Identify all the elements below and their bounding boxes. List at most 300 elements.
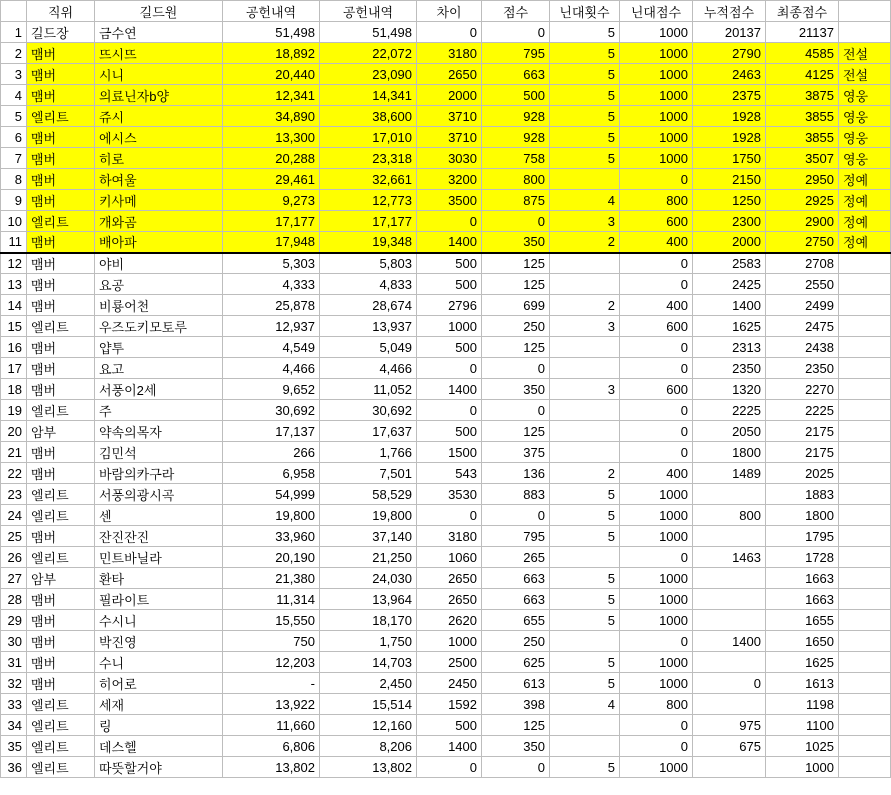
row-number[interactable]: 5 [1, 106, 27, 127]
cell-rank[interactable]: 길드장 [27, 22, 95, 43]
cell-final-score[interactable]: 1728 [766, 547, 839, 568]
cell-final-score[interactable]: 1663 [766, 589, 839, 610]
cell-contribution-after[interactable]: 4,833 [320, 274, 417, 295]
cell-score[interactable]: 125 [482, 337, 550, 358]
cell-tier-badge[interactable] [839, 400, 891, 421]
cell-contribution-after[interactable]: 2,450 [320, 673, 417, 694]
row-number[interactable]: 10 [1, 211, 27, 232]
cell-final-score[interactable]: 2438 [766, 337, 839, 358]
cell-score[interactable]: 125 [482, 274, 550, 295]
cell-difference[interactable]: 500 [417, 715, 482, 736]
cell-difference[interactable]: 1400 [417, 736, 482, 757]
cell-contribution-before[interactable]: 9,652 [223, 379, 320, 400]
cell-raid-points[interactable]: 1000 [620, 64, 693, 85]
cell-contribution-after[interactable]: 37,140 [320, 526, 417, 547]
cell-difference[interactable]: 3710 [417, 127, 482, 148]
cell-member-name[interactable]: 하여울 [95, 169, 223, 190]
cell-accumulated[interactable]: 1463 [693, 547, 766, 568]
cell-score[interactable]: 795 [482, 43, 550, 64]
cell-raid-count[interactable]: 3 [550, 316, 620, 337]
cell-difference[interactable]: 3200 [417, 169, 482, 190]
cell-accumulated[interactable]: 2583 [693, 253, 766, 274]
cell-accumulated[interactable]: 0 [693, 673, 766, 694]
cell-difference[interactable]: 3030 [417, 148, 482, 169]
cell-accumulated[interactable]: 1400 [693, 631, 766, 652]
cell-contribution-before[interactable]: 20,288 [223, 148, 320, 169]
cell-difference[interactable]: 1500 [417, 442, 482, 463]
cell-contribution-after[interactable]: 23,318 [320, 148, 417, 169]
cell-raid-count[interactable]: 5 [550, 106, 620, 127]
cell-raid-points[interactable]: 0 [620, 736, 693, 757]
cell-contribution-before[interactable]: 17,177 [223, 211, 320, 232]
cell-score[interactable]: 663 [482, 64, 550, 85]
cell-final-score[interactable]: 1198 [766, 694, 839, 715]
cell-difference[interactable]: 500 [417, 421, 482, 442]
table-row[interactable] [1, 736, 891, 757]
cell-contribution-before[interactable]: 25,878 [223, 295, 320, 316]
cell-contribution-before[interactable]: 21,380 [223, 568, 320, 589]
row-number[interactable]: 30 [1, 631, 27, 652]
cell-contribution-before[interactable]: 17,948 [223, 232, 320, 253]
table-row[interactable] [1, 169, 891, 190]
cell-raid-count[interactable]: 2 [550, 295, 620, 316]
table-row[interactable] [1, 43, 891, 64]
cell-final-score[interactable]: 2499 [766, 295, 839, 316]
table-row[interactable] [1, 64, 891, 85]
cell-score[interactable]: 758 [482, 148, 550, 169]
cell-tier-badge[interactable] [839, 526, 891, 547]
table-row[interactable] [1, 106, 891, 127]
cell-contribution-before[interactable]: 15,550 [223, 610, 320, 631]
cell-accumulated[interactable]: 2313 [693, 337, 766, 358]
cell-raid-points[interactable]: 400 [620, 232, 693, 253]
cell-rank[interactable]: 엘리트 [27, 736, 95, 757]
cell-raid-points[interactable]: 400 [620, 295, 693, 316]
cell-final-score[interactable]: 1613 [766, 673, 839, 694]
cell-tier-badge[interactable]: 영웅 [839, 85, 891, 106]
cell-contribution-before[interactable]: 6,958 [223, 463, 320, 484]
cell-final-score[interactable]: 2900 [766, 211, 839, 232]
table-row[interactable] [1, 568, 891, 589]
cell-raid-points[interactable]: 1000 [620, 127, 693, 148]
cell-final-score[interactable]: 2475 [766, 316, 839, 337]
cell-member-name[interactable]: 에시스 [95, 127, 223, 148]
cell-final-score[interactable]: 1795 [766, 526, 839, 547]
cell-difference[interactable]: 1060 [417, 547, 482, 568]
cell-raid-points[interactable]: 1000 [620, 610, 693, 631]
cell-member-name[interactable]: 시니 [95, 64, 223, 85]
cell-difference[interactable]: 3500 [417, 190, 482, 211]
cell-accumulated[interactable]: 2225 [693, 400, 766, 421]
cell-difference[interactable]: 2620 [417, 610, 482, 631]
table-row[interactable] [1, 484, 891, 505]
table-row[interactable] [1, 652, 891, 673]
cell-rank[interactable]: 엘리트 [27, 547, 95, 568]
cell-accumulated[interactable] [693, 568, 766, 589]
cell-final-score[interactable]: 2025 [766, 463, 839, 484]
row-number[interactable]: 27 [1, 568, 27, 589]
cell-member-name[interactable]: 비룡어천 [95, 295, 223, 316]
cell-accumulated[interactable]: 2000 [693, 232, 766, 253]
cell-raid-points[interactable]: 600 [620, 316, 693, 337]
cell-difference[interactable]: 0 [417, 211, 482, 232]
cell-rank[interactable]: 암부 [27, 568, 95, 589]
cell-contribution-after[interactable]: 18,170 [320, 610, 417, 631]
cell-contribution-before[interactable]: 20,190 [223, 547, 320, 568]
cell-score[interactable]: 928 [482, 106, 550, 127]
column-header-difference[interactable]: 차이 [417, 1, 482, 22]
table-row[interactable] [1, 232, 891, 253]
cell-tier-badge[interactable] [839, 379, 891, 400]
row-number[interactable]: 9 [1, 190, 27, 211]
cell-contribution-before[interactable]: - [223, 673, 320, 694]
cell-rank[interactable]: 엘리트 [27, 715, 95, 736]
cell-contribution-after[interactable]: 17,637 [320, 421, 417, 442]
cell-member-name[interactable]: 서풍이2세 [95, 379, 223, 400]
cell-final-score[interactable]: 2950 [766, 169, 839, 190]
cell-final-score[interactable]: 3855 [766, 106, 839, 127]
cell-tier-badge[interactable] [839, 694, 891, 715]
cell-final-score[interactable]: 3507 [766, 148, 839, 169]
cell-raid-points[interactable]: 400 [620, 463, 693, 484]
cell-accumulated[interactable]: 2150 [693, 169, 766, 190]
cell-raid-points[interactable]: 0 [620, 715, 693, 736]
cell-tier-badge[interactable] [839, 757, 891, 778]
cell-score[interactable]: 398 [482, 694, 550, 715]
row-number[interactable]: 32 [1, 673, 27, 694]
cell-score[interactable]: 250 [482, 316, 550, 337]
table-row[interactable] [1, 757, 891, 778]
cell-tier-badge[interactable]: 영웅 [839, 127, 891, 148]
cell-raid-count[interactable]: 5 [550, 757, 620, 778]
cell-raid-count[interactable] [550, 715, 620, 736]
cell-tier-badge[interactable] [839, 505, 891, 526]
cell-contribution-before[interactable]: 4,466 [223, 358, 320, 379]
cell-rank[interactable]: 엘리트 [27, 484, 95, 505]
cell-member-name[interactable]: 서풍의광시곡 [95, 484, 223, 505]
table-row[interactable] [1, 211, 891, 232]
cell-member-name[interactable]: 요공 [95, 274, 223, 295]
cell-score[interactable]: 0 [482, 22, 550, 43]
cell-difference[interactable]: 3530 [417, 484, 482, 505]
cell-member-name[interactable]: 박진영 [95, 631, 223, 652]
cell-accumulated[interactable] [693, 757, 766, 778]
cell-accumulated[interactable]: 1928 [693, 106, 766, 127]
cell-final-score[interactable]: 21137 [766, 22, 839, 43]
cell-difference[interactable]: 0 [417, 505, 482, 526]
cell-raid-points[interactable]: 600 [620, 211, 693, 232]
cell-member-name[interactable]: 센 [95, 505, 223, 526]
cell-score[interactable]: 655 [482, 610, 550, 631]
cell-difference[interactable]: 0 [417, 400, 482, 421]
cell-score[interactable]: 699 [482, 295, 550, 316]
cell-rank[interactable]: 맴버 [27, 379, 95, 400]
cell-raid-points[interactable]: 0 [620, 337, 693, 358]
cell-contribution-after[interactable]: 12,773 [320, 190, 417, 211]
cell-raid-points[interactable]: 1000 [620, 106, 693, 127]
cell-score[interactable]: 795 [482, 526, 550, 547]
cell-contribution-before[interactable]: 11,314 [223, 589, 320, 610]
cell-accumulated[interactable]: 1750 [693, 148, 766, 169]
cell-contribution-after[interactable]: 1,750 [320, 631, 417, 652]
cell-contribution-after[interactable]: 15,514 [320, 694, 417, 715]
table-row[interactable] [1, 148, 891, 169]
cell-final-score[interactable]: 3855 [766, 127, 839, 148]
cell-raid-count[interactable]: 5 [550, 148, 620, 169]
cell-tier-badge[interactable]: 정예 [839, 169, 891, 190]
cell-contribution-after[interactable]: 23,090 [320, 64, 417, 85]
column-header-raid-count[interactable]: 닌대횟수 [550, 1, 620, 22]
cell-tier-badge[interactable] [839, 736, 891, 757]
row-number[interactable]: 11 [1, 232, 27, 253]
cell-contribution-before[interactable]: 6,806 [223, 736, 320, 757]
cell-contribution-after[interactable]: 19,348 [320, 232, 417, 253]
cell-raid-points[interactable]: 600 [620, 379, 693, 400]
cell-score[interactable]: 800 [482, 169, 550, 190]
table-row[interactable] [1, 673, 891, 694]
cell-member-name[interactable]: 금수연 [95, 22, 223, 43]
cell-raid-count[interactable]: 5 [550, 673, 620, 694]
cell-accumulated[interactable]: 2350 [693, 358, 766, 379]
cell-contribution-after[interactable]: 19,800 [320, 505, 417, 526]
cell-final-score[interactable]: 2350 [766, 358, 839, 379]
cell-tier-badge[interactable] [839, 421, 891, 442]
cell-contribution-before[interactable]: 4,333 [223, 274, 320, 295]
column-header-raid-points[interactable]: 닌대점수 [620, 1, 693, 22]
cell-contribution-before[interactable]: 17,137 [223, 421, 320, 442]
cell-contribution-after[interactable]: 13,802 [320, 757, 417, 778]
cell-tier-badge[interactable]: 정예 [839, 190, 891, 211]
cell-raid-points[interactable]: 0 [620, 358, 693, 379]
cell-contribution-after[interactable]: 14,341 [320, 85, 417, 106]
cell-final-score[interactable]: 2550 [766, 274, 839, 295]
column-header-score[interactable]: 점수 [482, 1, 550, 22]
row-number[interactable]: 8 [1, 169, 27, 190]
table-row[interactable] [1, 190, 891, 211]
cell-raid-count[interactable]: 4 [550, 694, 620, 715]
cell-raid-count[interactable]: 5 [550, 127, 620, 148]
cell-raid-count[interactable]: 5 [550, 526, 620, 547]
cell-final-score[interactable]: 4125 [766, 64, 839, 85]
cell-raid-points[interactable]: 1000 [620, 757, 693, 778]
cell-contribution-before[interactable]: 13,802 [223, 757, 320, 778]
cell-contribution-before[interactable]: 13,300 [223, 127, 320, 148]
cell-raid-count[interactable]: 5 [550, 484, 620, 505]
cell-tier-badge[interactable] [839, 610, 891, 631]
cell-raid-points[interactable]: 1000 [620, 484, 693, 505]
row-number[interactable]: 1 [1, 22, 27, 43]
cell-score[interactable]: 0 [482, 505, 550, 526]
row-number[interactable]: 2 [1, 43, 27, 64]
cell-raid-count[interactable]: 5 [550, 589, 620, 610]
cell-rank[interactable]: 맴버 [27, 190, 95, 211]
table-row[interactable] [1, 421, 891, 442]
cell-contribution-after[interactable]: 14,703 [320, 652, 417, 673]
cell-difference[interactable]: 2000 [417, 85, 482, 106]
cell-member-name[interactable]: 약속의목자 [95, 421, 223, 442]
row-number[interactable]: 34 [1, 715, 27, 736]
cell-raid-points[interactable]: 800 [620, 190, 693, 211]
cell-rank[interactable]: 맴버 [27, 232, 95, 253]
row-number[interactable]: 25 [1, 526, 27, 547]
cell-raid-points[interactable]: 1000 [620, 589, 693, 610]
cell-score[interactable]: 350 [482, 736, 550, 757]
cell-raid-count[interactable] [550, 169, 620, 190]
cell-rank[interactable]: 맴버 [27, 442, 95, 463]
cell-raid-count[interactable] [550, 421, 620, 442]
table-row[interactable] [1, 379, 891, 400]
cell-accumulated[interactable]: 1400 [693, 295, 766, 316]
cell-score[interactable]: 350 [482, 379, 550, 400]
cell-rank[interactable]: 암부 [27, 421, 95, 442]
cell-member-name[interactable]: 필라이트 [95, 589, 223, 610]
cell-contribution-before[interactable]: 13,922 [223, 694, 320, 715]
row-number[interactable]: 24 [1, 505, 27, 526]
cell-member-name[interactable]: 주 [95, 400, 223, 421]
row-number[interactable]: 13 [1, 274, 27, 295]
cell-accumulated[interactable]: 2300 [693, 211, 766, 232]
cell-accumulated[interactable] [693, 652, 766, 673]
cell-contribution-after[interactable]: 5,803 [320, 253, 417, 274]
cell-member-name[interactable]: 민트바닐라 [95, 547, 223, 568]
cell-contribution-before[interactable]: 19,800 [223, 505, 320, 526]
cell-difference[interactable]: 500 [417, 337, 482, 358]
cell-raid-count[interactable]: 5 [550, 505, 620, 526]
cell-tier-badge[interactable]: 정예 [839, 232, 891, 253]
cell-difference[interactable]: 0 [417, 757, 482, 778]
cell-raid-points[interactable]: 800 [620, 694, 693, 715]
cell-rank[interactable]: 맴버 [27, 64, 95, 85]
cell-raid-count[interactable]: 5 [550, 43, 620, 64]
cell-rank[interactable]: 엘리트 [27, 694, 95, 715]
cell-raid-points[interactable]: 1000 [620, 652, 693, 673]
cell-accumulated[interactable] [693, 694, 766, 715]
cell-member-name[interactable]: 데스헬 [95, 736, 223, 757]
row-number[interactable]: 29 [1, 610, 27, 631]
cell-score[interactable]: 125 [482, 253, 550, 274]
cell-member-name[interactable]: 얍투 [95, 337, 223, 358]
cell-score[interactable]: 883 [482, 484, 550, 505]
cell-score[interactable]: 0 [482, 211, 550, 232]
cell-accumulated[interactable] [693, 526, 766, 547]
cell-accumulated[interactable]: 1320 [693, 379, 766, 400]
cell-score[interactable]: 250 [482, 631, 550, 652]
cell-rank[interactable]: 맴버 [27, 673, 95, 694]
cell-score[interactable]: 928 [482, 127, 550, 148]
cell-final-score[interactable]: 1650 [766, 631, 839, 652]
cell-tier-badge[interactable]: 영웅 [839, 148, 891, 169]
cell-raid-count[interactable]: 5 [550, 22, 620, 43]
cell-contribution-before[interactable]: 11,660 [223, 715, 320, 736]
cell-difference[interactable]: 0 [417, 358, 482, 379]
table-row[interactable] [1, 547, 891, 568]
cell-rank[interactable]: 맴버 [27, 295, 95, 316]
cell-score[interactable]: 350 [482, 232, 550, 253]
cell-accumulated[interactable]: 2050 [693, 421, 766, 442]
cell-difference[interactable]: 3180 [417, 43, 482, 64]
cell-contribution-before[interactable]: 34,890 [223, 106, 320, 127]
table-row[interactable] [1, 295, 891, 316]
cell-difference[interactable]: 2796 [417, 295, 482, 316]
cell-rank[interactable]: 맴버 [27, 358, 95, 379]
cell-rank[interactable]: 엘리트 [27, 211, 95, 232]
cell-contribution-after[interactable]: 58,529 [320, 484, 417, 505]
column-header-name[interactable]: 길드원 [95, 1, 223, 22]
cell-member-name[interactable]: 환타 [95, 568, 223, 589]
cell-raid-count[interactable]: 4 [550, 190, 620, 211]
cell-contribution-after[interactable]: 17,010 [320, 127, 417, 148]
cell-difference[interactable]: 2650 [417, 589, 482, 610]
cell-final-score[interactable]: 2225 [766, 400, 839, 421]
cell-raid-count[interactable]: 5 [550, 568, 620, 589]
cell-rank[interactable]: 맴버 [27, 610, 95, 631]
table-row[interactable] [1, 274, 891, 295]
cell-accumulated[interactable]: 800 [693, 505, 766, 526]
cell-member-name[interactable]: 우즈도키모토루 [95, 316, 223, 337]
cell-tier-badge[interactable] [839, 22, 891, 43]
cell-raid-points[interactable]: 1000 [620, 673, 693, 694]
cell-member-name[interactable]: 배아파 [95, 232, 223, 253]
cell-contribution-before[interactable]: 33,960 [223, 526, 320, 547]
cell-difference[interactable]: 0 [417, 22, 482, 43]
row-number[interactable]: 19 [1, 400, 27, 421]
cell-tier-badge[interactable] [839, 547, 891, 568]
cell-member-name[interactable]: 뜨시뜨 [95, 43, 223, 64]
cell-rank[interactable]: 맴버 [27, 631, 95, 652]
cell-difference[interactable]: 2500 [417, 652, 482, 673]
table-row[interactable] [1, 316, 891, 337]
cell-raid-points[interactable]: 0 [620, 547, 693, 568]
cell-contribution-before[interactable]: 54,999 [223, 484, 320, 505]
cell-final-score[interactable]: 1883 [766, 484, 839, 505]
cell-contribution-before[interactable]: 51,498 [223, 22, 320, 43]
cell-rank[interactable]: 맴버 [27, 337, 95, 358]
cell-raid-points[interactable]: 1000 [620, 148, 693, 169]
table-row[interactable] [1, 22, 891, 43]
cell-accumulated[interactable] [693, 589, 766, 610]
cell-accumulated[interactable] [693, 610, 766, 631]
cell-accumulated[interactable]: 2425 [693, 274, 766, 295]
cell-raid-count[interactable] [550, 400, 620, 421]
row-number[interactable]: 35 [1, 736, 27, 757]
cell-accumulated[interactable]: 675 [693, 736, 766, 757]
cell-difference[interactable]: 2450 [417, 673, 482, 694]
cell-raid-count[interactable] [550, 547, 620, 568]
cell-contribution-after[interactable]: 11,052 [320, 379, 417, 400]
cell-raid-count[interactable]: 3 [550, 379, 620, 400]
cell-member-name[interactable]: 개와곰 [95, 211, 223, 232]
cell-raid-count[interactable]: 5 [550, 85, 620, 106]
cell-final-score[interactable]: 2175 [766, 421, 839, 442]
cell-contribution-after[interactable]: 28,674 [320, 295, 417, 316]
cell-contribution-after[interactable]: 5,049 [320, 337, 417, 358]
cell-contribution-after[interactable]: 22,072 [320, 43, 417, 64]
cell-rank[interactable]: 맴버 [27, 43, 95, 64]
row-number[interactable]: 4 [1, 85, 27, 106]
cell-raid-count[interactable]: 5 [550, 652, 620, 673]
cell-score[interactable]: 375 [482, 442, 550, 463]
table-row[interactable] [1, 505, 891, 526]
row-number[interactable]: 26 [1, 547, 27, 568]
cell-tier-badge[interactable]: 정예 [839, 211, 891, 232]
cell-difference[interactable]: 543 [417, 463, 482, 484]
cell-difference[interactable]: 1000 [417, 631, 482, 652]
cell-contribution-before[interactable]: 12,203 [223, 652, 320, 673]
cell-score[interactable]: 0 [482, 358, 550, 379]
cell-contribution-before[interactable]: 12,937 [223, 316, 320, 337]
cell-contribution-before[interactable]: 29,461 [223, 169, 320, 190]
cell-tier-badge[interactable] [839, 568, 891, 589]
